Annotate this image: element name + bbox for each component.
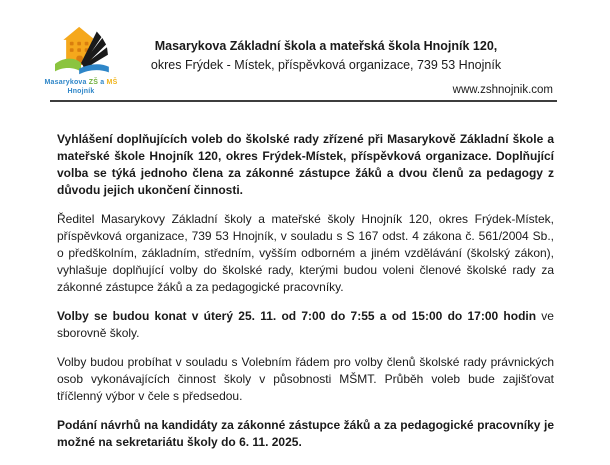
paragraph-text: Podání návrhů na kandidáty za zákonné zástupce žáků a za pedagogické pracovníky je možné na sekretariátu školy do 6. 11. 2025. [57, 418, 554, 449]
paragraph-text: Volby budou probíhat v souladu s Volebním řádem pro volby členů školské rady právnických osob vykonávajících činnost školy v působnosti MŠMT. Průběh voleb bude zajišťovat tříčlenný výbor v čele s předsedou. [57, 355, 554, 403]
paragraph-text: ve sborovně školy. [57, 309, 554, 340]
website-url: www.zshnojnik.com [452, 84, 553, 96]
logo-caption-word: ZŠ [88, 79, 99, 86]
logo-caption-line1 [34, 78, 128, 87]
paragraph-election-procedure [57, 354, 554, 405]
paragraph-text: Ředitel Masarykovy Základní školy a mateřské školy Hnojník 120, okres Frýdek-Místek, příspěvková organizace, 739 53 Hnojník, v souladu s S 167 odst. 4 zákona č. 561/2004 Sb., o předškolním, základním, středním, vyšším odborném a jiném vzdělávání (školský zákon), vyhlašuje doplňující volby do školské rady, kterými budou voleni členové školské rady za zákonné zástupce žáků a za pedagogické pracovníky. [57, 212, 554, 294]
school-logo [34, 25, 128, 96]
letterhead [128, 37, 524, 75]
letter-body [57, 131, 554, 463]
paragraph-candidate-submission [57, 417, 554, 451]
paragraph-announcement [57, 131, 554, 199]
header-divider [50, 100, 557, 102]
paragraph-text: Vyhlášení doplňujících voleb do školské rady zřízené při Masarykově Základní škole a mateřské škole Hnojník 120, okres Frýdek-Místek, příspěvková organizace. Doplňující volba se týká jednoho člena za zákonné zástupce žáků a dvou členů za pedagogy z důvodu jejich ukončení činnosti. [57, 132, 554, 197]
school-address-line: okres Frýdek - Místek, příspěvková organizace, 739 53 Hnojník [150, 57, 502, 72]
logo-caption-word: MŠ [106, 79, 118, 86]
paragraph-election-date [57, 308, 554, 342]
school-name-line1: Masarykova Základní škola a mateřská škola Hnojník 120, [154, 39, 498, 53]
paragraph-text-bold: Volby se budou konat v úterý 25. 11. od 7:00 do 7:55 a od 15:00 do 17:00 hodin [57, 309, 537, 323]
logo-caption-line2: Hnojník [67, 88, 95, 96]
paragraph-director-statement [57, 211, 554, 296]
logo-caption-word: a [100, 79, 105, 86]
logo-caption-word: Masarykova [44, 79, 87, 86]
school-logo-icon [51, 25, 111, 77]
